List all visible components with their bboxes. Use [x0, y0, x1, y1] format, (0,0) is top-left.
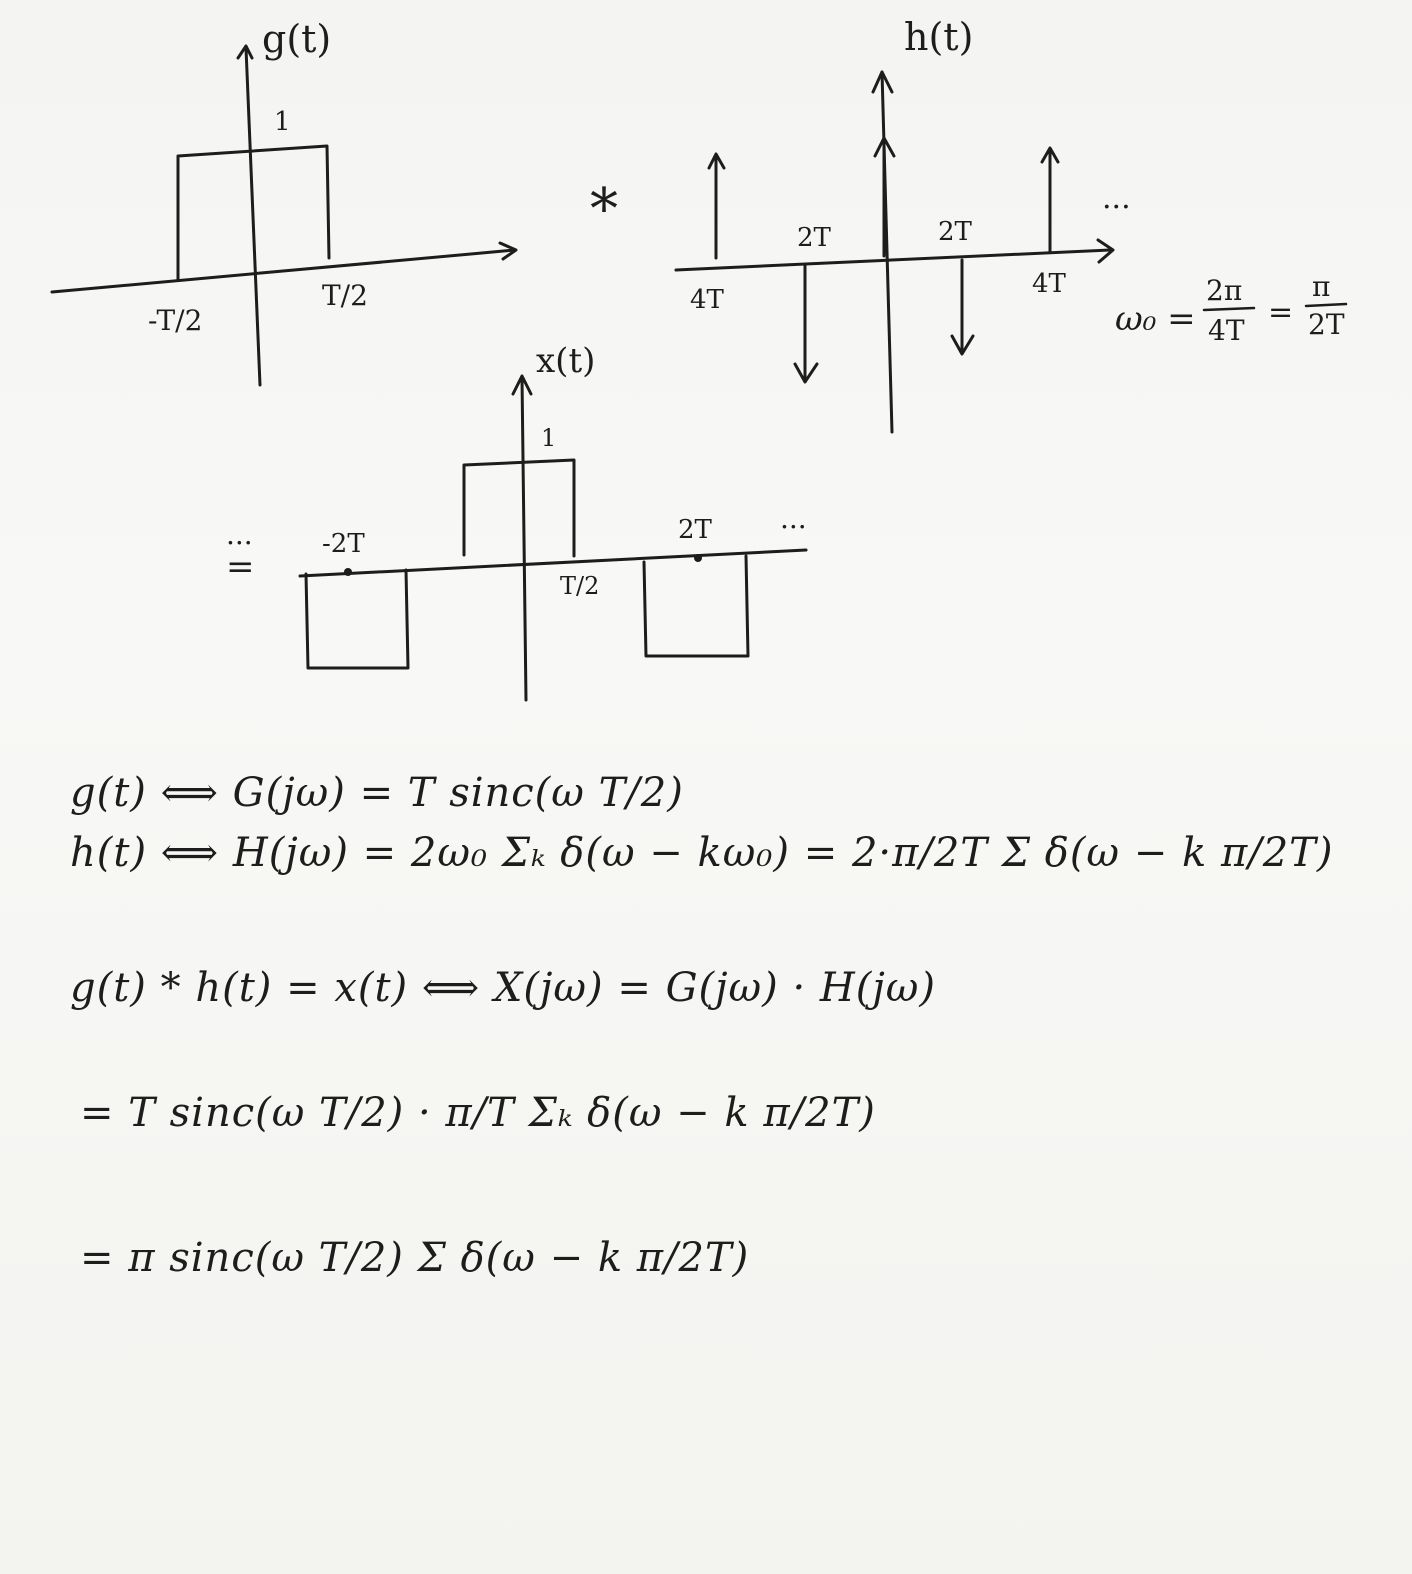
omega-frac1-den: 4T: [1208, 314, 1245, 347]
omega-frac1-bar: [1204, 308, 1254, 310]
g-tick-half-t: T/2: [322, 279, 368, 312]
x-amplitude-mark: 1: [541, 424, 557, 452]
g-time-axis: [52, 250, 515, 292]
x-equals-sign: =: [226, 547, 255, 587]
x-negative-pulse-right: [644, 556, 748, 656]
x-tick-half-t: T/2: [560, 572, 600, 600]
equation-convolution-product: g(t) * h(t) = x(t) ⟺ X(jω) = G(jω) · H(jω): [70, 965, 937, 1011]
h-plot-ylabel: h(t): [904, 15, 974, 59]
g-tick-neg-half-t: -T/2: [148, 304, 203, 337]
x-tick-neg-2t: -2T: [322, 529, 365, 559]
x-left-ellipsis: ...: [226, 518, 253, 551]
x-plot: [226, 341, 807, 700]
h-tick-neg-2t: 2T: [797, 223, 831, 253]
omega-frac2-num: π: [1312, 270, 1331, 303]
convolution-operator: *: [590, 177, 618, 242]
x-time-axis: [300, 550, 806, 576]
x-amplitude-axis: [522, 378, 526, 700]
g-amplitude-mark: 1: [274, 107, 291, 137]
g-amplitude-axis: [246, 48, 260, 385]
h-ellipsis: ...: [1102, 181, 1131, 216]
h-plot: [676, 15, 1131, 432]
omega-eq-sign: =: [1268, 295, 1294, 330]
equation-final-result: = π sinc(ω T/2) Σ δ(ω − k π/2T): [80, 1235, 750, 1281]
equation-substitution: = T sinc(ω T/2) · π/T Σₖ δ(ω − k π/2T): [80, 1090, 876, 1136]
h-tick-pos-2t: 2T: [938, 217, 972, 247]
x-tick-pos-2t: 2T: [678, 515, 712, 545]
omega-definition: [1115, 270, 1346, 347]
h-tick-neg-4t: 4T: [690, 285, 724, 315]
h-time-axis: [676, 250, 1110, 270]
omega-frac2-den: 2T: [1308, 308, 1345, 341]
x-right-ellipsis: ...: [780, 502, 807, 535]
g-plot: [52, 17, 516, 385]
x-dot-pos-2t: [694, 554, 702, 562]
h-tick-pos-4t: 4T: [1032, 269, 1066, 299]
x-dot-neg-2t: [344, 568, 352, 576]
equation-h-transform: h(t) ⟺ H(jω) = 2ω₀ Σₖ δ(ω − kω₀) = 2·π/2T Σ δ(ω − k π/2T): [70, 830, 1334, 876]
equation-g-transform: g(t) ⟺ G(jω) = T sinc(ω T/2): [70, 770, 684, 816]
omega-frac2-bar: [1306, 304, 1346, 306]
x-plot-ylabel: x(t): [536, 341, 596, 381]
g-plot-ylabel: g(t): [262, 17, 332, 61]
x-positive-pulse: [464, 460, 574, 556]
omega-lhs: ω₀ =: [1115, 299, 1196, 339]
omega-frac1-num: 2π: [1206, 274, 1243, 307]
x-negative-pulse-left: [306, 570, 408, 668]
